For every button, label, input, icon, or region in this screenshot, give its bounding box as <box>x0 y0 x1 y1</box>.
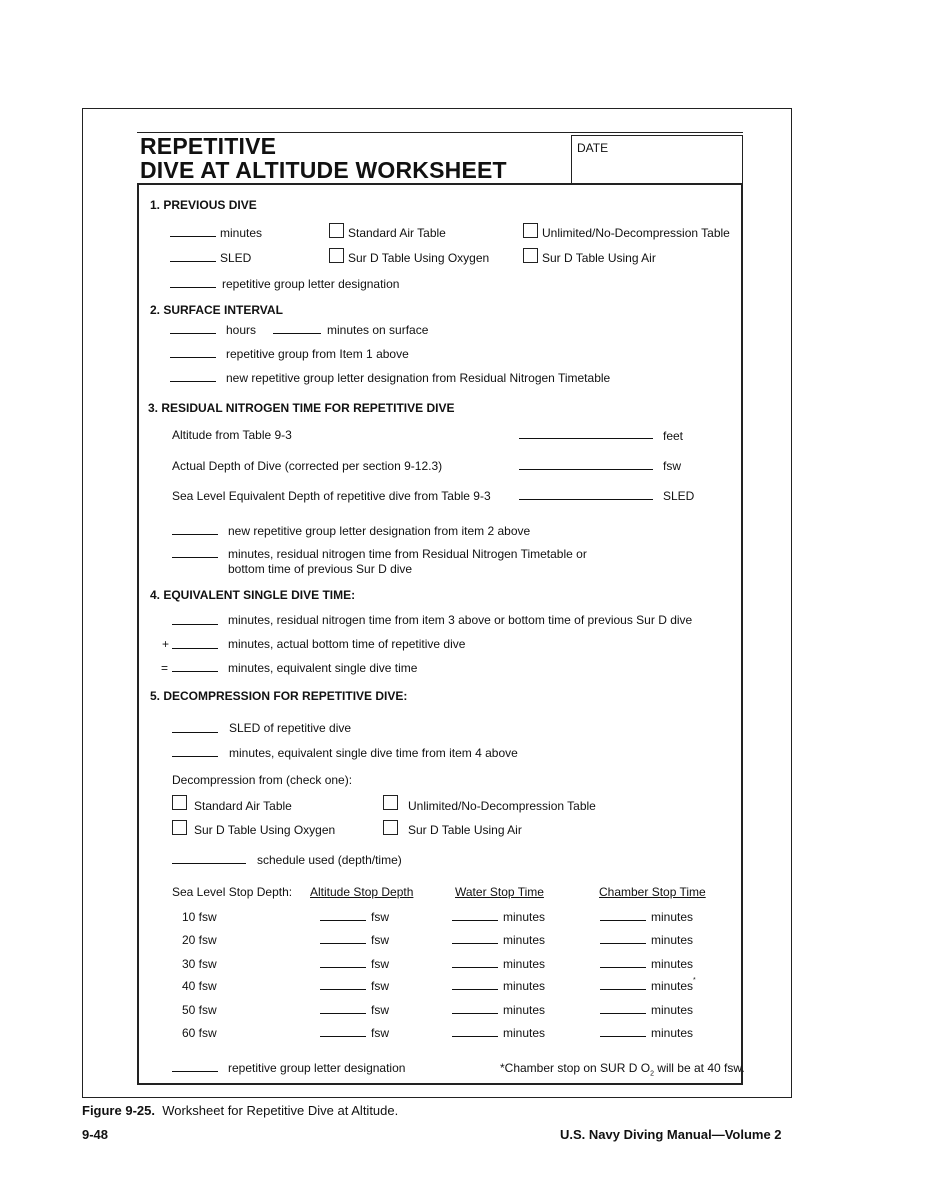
chamber-stop-blank[interactable] <box>600 989 646 990</box>
water-unit: minutes <box>503 957 546 971</box>
section4-line2-label: minutes, actual bottom time of repetitive dive <box>228 637 466 651</box>
row-depth: 30 fsw <box>182 957 217 971</box>
section5-group-letter-label: repetitive group letter designation <box>228 1061 406 1075</box>
table-header-sea-level: Sea Level Stop Depth: <box>172 885 293 899</box>
chamber-unit: minutes <box>651 910 694 924</box>
section3-sled-unit: SLED <box>663 489 695 503</box>
section5-sled-label: SLED of repetitive dive <box>229 721 352 735</box>
altitude-stop-blank[interactable] <box>320 989 366 990</box>
chamber-stop-blank[interactable] <box>600 943 646 944</box>
section5-check-label: Decompression from (check one): <box>172 773 353 787</box>
section5-esdt-blank[interactable] <box>172 756 218 757</box>
chamber-stop-blank[interactable] <box>600 967 646 968</box>
section3-sled-blank[interactable] <box>519 499 653 500</box>
section4-equals-sign: = <box>161 661 169 675</box>
section1-minutes-label: minutes <box>220 226 263 240</box>
chamber-unit: minutes <box>651 1003 694 1017</box>
chamber-unit: minutes <box>651 933 694 947</box>
altitude-unit: fsw <box>371 1026 389 1040</box>
table-header-water: Water Stop Time <box>455 885 544 899</box>
section3-altitude-unit: feet <box>663 429 684 443</box>
row-depth: 10 fsw <box>182 910 217 924</box>
row-depth: 50 fsw <box>182 1003 217 1017</box>
section3-altitude-blank[interactable] <box>519 438 653 439</box>
section5-heading: 5. DECOMPRESSION FOR REPETITIVE DIVE: <box>150 689 408 703</box>
section2-new-group-blank[interactable] <box>170 381 216 382</box>
section5-unlimited-checkbox[interactable] <box>383 795 398 810</box>
worksheet-title-line1: REPETITIVE <box>140 133 277 159</box>
section1-unlimited-checkbox[interactable] <box>523 223 538 238</box>
section5-surd-air-label: Sur D Table Using Air <box>408 823 522 837</box>
table-header-altitude: Altitude Stop Depth <box>310 885 414 899</box>
section5-schedule-blank[interactable] <box>172 863 246 864</box>
manual-title: U.S. Navy Diving Manual—Volume 2 <box>560 1127 782 1142</box>
section5-standard-air-label: Standard Air Table <box>194 799 292 813</box>
water-stop-blank[interactable] <box>452 967 498 968</box>
section2-heading: 2. SURFACE INTERVAL <box>150 303 283 317</box>
water-unit: minutes <box>503 910 546 924</box>
section2-group-from-item1-blank[interactable] <box>170 357 216 358</box>
water-stop-blank[interactable] <box>452 1013 498 1014</box>
section1-heading: 1. PREVIOUS DIVE <box>150 198 257 212</box>
section1-sled-blank[interactable] <box>170 261 216 262</box>
altitude-stop-blank[interactable] <box>320 920 366 921</box>
figure-caption: Figure 9-25. Worksheet for Repetitive Dive at Altitude. <box>82 1103 399 1118</box>
table-header-chamber: Chamber Stop Time <box>599 885 706 899</box>
section4-rnt-blank[interactable] <box>172 624 218 625</box>
section5-schedule-label: schedule used (depth/time) <box>257 853 402 867</box>
section2-minutes-blank[interactable] <box>273 333 321 334</box>
water-unit: minutes <box>503 1026 546 1040</box>
section1-surd-oxygen-label: Sur D Table Using Oxygen <box>348 251 490 265</box>
altitude-unit: fsw <box>371 1003 389 1017</box>
section4-bottom-time-blank[interactable] <box>172 648 218 649</box>
altitude-unit: fsw <box>371 933 389 947</box>
altitude-stop-blank[interactable] <box>320 943 366 944</box>
water-unit: minutes <box>503 979 546 993</box>
section1-minutes-blank[interactable] <box>170 236 216 237</box>
section3-sled-label: Sea Level Equivalent Depth of repetitive dive from Table 9-3 <box>172 489 491 503</box>
section4-line1-label: minutes, residual nitrogen time from item 3 above or bottom time of previous Sur D dive <box>228 613 693 627</box>
altitude-stop-blank[interactable] <box>320 1013 366 1014</box>
chamber-unit: minutes* <box>651 977 696 993</box>
section4-esdt-blank[interactable] <box>172 671 218 672</box>
section1-sled-label: SLED <box>220 251 252 265</box>
chamber-stop-footnote: *Chamber stop on SUR D $O_2$ will be at 40 fsw. <box>500 1061 745 1078</box>
section1-surd-air-checkbox[interactable] <box>523 248 538 263</box>
section2-minutes-label: minutes on surface <box>327 323 429 337</box>
water-stop-blank[interactable] <box>452 920 498 921</box>
altitude-unit: fsw <box>371 957 389 971</box>
section2-group-from-item1-label: repetitive group from Item 1 above <box>226 347 409 361</box>
altitude-unit: fsw <box>371 910 389 924</box>
section2-new-group-label: new repetitive group letter designation from Residual Nitrogen Timetable <box>226 371 611 385</box>
water-unit: minutes <box>503 933 546 947</box>
worksheet-title-line2: DIVE AT ALTITUDE WORKSHEET <box>140 157 507 183</box>
date-label: DATE <box>577 141 609 155</box>
section5-group-letter-blank[interactable] <box>172 1071 218 1072</box>
chamber-unit: minutes <box>651 957 694 971</box>
section3-depth-label: Actual Depth of Dive (corrected per section 9-12.3) <box>172 459 443 473</box>
section5-surd-air-checkbox[interactable] <box>383 820 398 835</box>
section3-new-group-label: new repetitive group letter designation from item 2 above <box>228 524 531 538</box>
section5-standard-air-checkbox[interactable] <box>172 795 187 810</box>
row-depth: 40 fsw <box>182 979 217 993</box>
section3-depth-blank[interactable] <box>519 469 653 470</box>
section5-unlimited-label: Unlimited/No-Decompression Table <box>408 799 596 813</box>
section1-surd-oxygen-checkbox[interactable] <box>329 248 344 263</box>
section2-hours-blank[interactable] <box>170 333 216 334</box>
water-unit: minutes <box>503 1003 546 1017</box>
section4-plus-sign: + <box>162 637 170 651</box>
altitude-unit: fsw <box>371 979 389 993</box>
chamber-stop-blank[interactable] <box>600 1036 646 1037</box>
section3-rnt-blank[interactable] <box>172 557 218 558</box>
section3-rnt-label-line1: minutes, residual nitrogen time from Residual Nitrogen Timetable or <box>228 547 587 561</box>
section2-hours-label: hours <box>226 323 257 337</box>
section3-depth-unit: fsw <box>663 459 681 473</box>
water-stop-blank[interactable] <box>452 1036 498 1037</box>
chamber-unit: minutes <box>651 1026 694 1040</box>
section4-line3-label: minutes, equivalent single dive time <box>228 661 418 675</box>
altitude-stop-blank[interactable] <box>320 1036 366 1037</box>
page-number: 9-48 <box>82 1127 109 1142</box>
section3-new-group-blank[interactable] <box>172 534 218 535</box>
footnote-marker: * <box>693 977 696 984</box>
section5-surd-oxygen-checkbox[interactable] <box>172 820 187 835</box>
section1-unlimited-label: Unlimited/No-Decompression Table <box>542 226 730 240</box>
water-stop-blank[interactable] <box>452 989 498 990</box>
altitude-stop-blank[interactable] <box>320 967 366 968</box>
section3-altitude-label: Altitude from Table 9-3 <box>172 428 292 442</box>
section3-heading: 3. RESIDUAL NITROGEN TIME FOR REPETITIVE DIVE <box>148 401 455 415</box>
section1-group-letter-label: repetitive group letter designation <box>222 277 400 291</box>
section5-sled-blank[interactable] <box>172 732 218 733</box>
worksheet-body-frame <box>137 183 743 1085</box>
section1-group-letter-blank[interactable] <box>170 287 216 288</box>
section5-esdt-label: minutes, equivalent single dive time from item 4 above <box>229 746 518 760</box>
section5-surd-oxygen-label: Sur D Table Using Oxygen <box>194 823 336 837</box>
section1-standard-air-checkbox[interactable] <box>329 223 344 238</box>
chamber-stop-blank[interactable] <box>600 920 646 921</box>
chamber-stop-blank[interactable] <box>600 1013 646 1014</box>
section4-heading: 4. EQUIVALENT SINGLE DIVE TIME: <box>150 588 356 602</box>
section1-standard-air-label: Standard Air Table <box>348 226 446 240</box>
row-depth: 60 fsw <box>182 1026 217 1040</box>
water-stop-blank[interactable] <box>452 943 498 944</box>
row-depth: 20 fsw <box>182 933 217 947</box>
section1-surd-air-label: Sur D Table Using Air <box>542 251 656 265</box>
section3-rnt-label-line2: bottom time of previous Sur D dive <box>228 562 413 576</box>
